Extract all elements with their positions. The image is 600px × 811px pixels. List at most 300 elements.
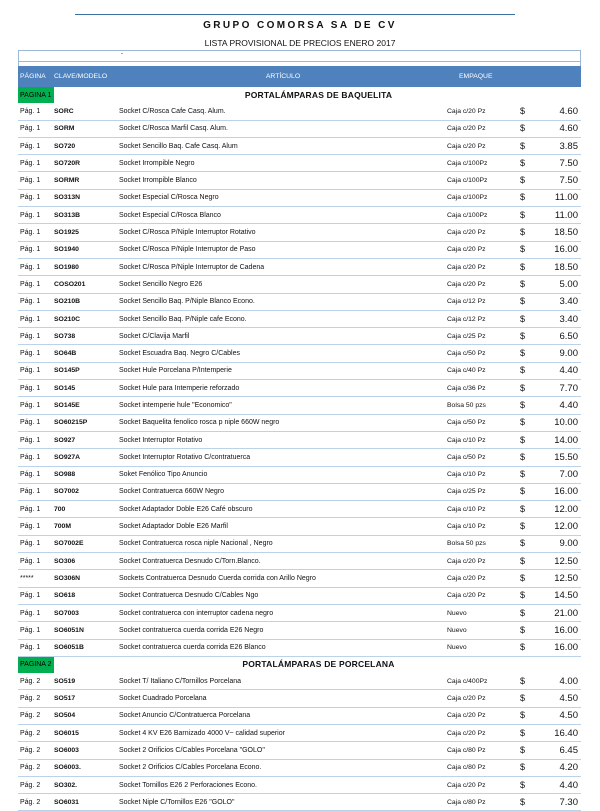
packaging-cell: Caja c/10 Pz [447, 466, 518, 483]
price-cell: 14.50 [530, 587, 581, 604]
article-cell: Socket Contratuerca 660W Negro [119, 483, 447, 500]
price-cell: 4.40 [530, 397, 581, 414]
article-cell: Socket 2 Orificios C/Cables Porcelana "GOLO" [119, 742, 447, 759]
packaging-cell: Caja c/40 Pz [447, 362, 518, 379]
packaging-cell: Caja c/20 Pz [447, 120, 518, 137]
page-cell: Pág. 1 [18, 241, 54, 258]
code-cell: SO313N [54, 189, 119, 206]
code-cell: SO210C [54, 310, 119, 327]
price-cell: 3.40 [530, 293, 581, 310]
article-cell: Socket Contratuerca Desnudo C/Cables Ngo [119, 587, 447, 604]
column-header-page: PÁGINA [18, 66, 54, 87]
packaging-cell: Caja c/400Pz [447, 673, 518, 690]
packaging-cell: Bolsa 50 pzs [447, 397, 518, 414]
page-cell: Pág. 1 [18, 431, 54, 448]
code-cell: SO210B [54, 293, 119, 310]
price-cell: 4.20 [530, 759, 581, 776]
article-cell: Socket 2 Orificios C/Cables Porcelana Econo. [119, 759, 447, 776]
page-cell: Pág. 1 [18, 501, 54, 518]
currency-symbol: $ [518, 103, 530, 120]
packaging-cell: Caja c/100Pz [447, 172, 518, 189]
price-cell: 7.30 [530, 794, 581, 811]
price-list-sheet [18, 50, 581, 811]
price-cell: 11.00 [530, 207, 581, 224]
code-cell: SO7003 [54, 604, 119, 621]
price-cell: 21.00 [530, 604, 581, 621]
table-row [18, 431, 581, 448]
packaging-cell: Caja c/80 Pz [447, 794, 518, 811]
table-row [18, 155, 581, 172]
article-cell: Socket Anuncio C/Contratuerca Porcelana [119, 707, 447, 724]
packaging-cell: Nuevo [447, 622, 518, 639]
article-cell: Socket Contratuerca Desnudo C/Torn.Blanco. [119, 553, 447, 570]
table-row [18, 518, 581, 535]
company-name: GRUPO COMORSA SA DE CV [203, 20, 397, 31]
table-row [18, 397, 581, 414]
code-cell: SO7002 [54, 483, 119, 500]
table-row [18, 742, 581, 759]
currency-symbol: $ [518, 120, 530, 137]
currency-symbol: $ [518, 776, 530, 793]
table-row [18, 535, 581, 552]
article-cell: Socket Hule Porcelana P/Intemperie [119, 362, 447, 379]
price-cell: 16.00 [530, 622, 581, 639]
page-cell: Pág. 1 [18, 345, 54, 362]
page-cell: Pág. 2 [18, 759, 54, 776]
table-row [18, 553, 581, 570]
section-blank-cell [518, 87, 530, 103]
currency-symbol: $ [518, 189, 530, 206]
code-cell: 700M [54, 518, 119, 535]
price-cell: 7.50 [530, 155, 581, 172]
price-cell: 7.70 [530, 380, 581, 397]
price-cell: 11.00 [530, 189, 581, 206]
price-cell: 4.00 [530, 673, 581, 690]
currency-symbol: $ [518, 501, 530, 518]
page-cell: Pág. 1 [18, 189, 54, 206]
table-row [18, 224, 581, 241]
section-blank-cell [530, 656, 581, 673]
article-cell: Socket Interruptor Rotativo C/contratuerca [119, 449, 447, 466]
article-cell: Socket C/Rosca P/Niple Interruptor de Paso [119, 241, 447, 258]
packaging-cell: Bolsa 50 pzs [447, 535, 518, 552]
price-cell: 3.85 [530, 137, 581, 154]
article-cell: Socket Contratuerca rosca niple Nacional , Negro [119, 535, 447, 552]
currency-symbol: $ [518, 759, 530, 776]
page-cell: Pág. 1 [18, 276, 54, 293]
table-row [18, 673, 581, 690]
page-cell: Pág. 1 [18, 622, 54, 639]
article-cell: Socket Tornillos E26 2 Perforaciones Econo. [119, 776, 447, 793]
currency-symbol: $ [518, 742, 530, 759]
article-cell: Socket Niple C/Tornillos E26 "GOLO" [119, 794, 447, 811]
table-row [18, 137, 581, 154]
page-cell: Pág. 1 [18, 449, 54, 466]
currency-symbol: $ [518, 535, 530, 552]
table-row [18, 639, 581, 656]
table-row [18, 414, 581, 431]
section-header-row [18, 87, 581, 103]
code-cell: SO1940 [54, 241, 119, 258]
currency-symbol: $ [518, 172, 530, 189]
packaging-cell: Caja c/20 Pz [447, 707, 518, 724]
page-cell: Pág. 1 [18, 137, 54, 154]
code-cell: SORMR [54, 172, 119, 189]
table-row [18, 483, 581, 500]
code-cell: SO504 [54, 707, 119, 724]
price-cell: 10.00 [530, 414, 581, 431]
price-cell: 7.50 [530, 172, 581, 189]
price-cell: 5.00 [530, 276, 581, 293]
currency-symbol: $ [518, 639, 530, 656]
packaging-cell: Caja c/20 Pz [447, 724, 518, 741]
page-cell: Pág. 1 [18, 639, 54, 656]
code-cell: SORC [54, 103, 119, 120]
price-cell: 12.00 [530, 501, 581, 518]
currency-symbol: $ [518, 362, 530, 379]
code-cell: SO60215P [54, 414, 119, 431]
page-cell: Pág. 1 [18, 120, 54, 137]
code-cell: SO7002E [54, 535, 119, 552]
table-row [18, 622, 581, 639]
section-blank-cell [530, 87, 581, 103]
article-cell: Socket contratuerca con interruptor cadena negro [119, 604, 447, 621]
page-cell: Pág. 1 [18, 587, 54, 604]
page-cell: Pág. 1 [18, 362, 54, 379]
page-cell: Pág. 1 [18, 466, 54, 483]
table-row [18, 794, 581, 811]
article-cell: Socket Hule para Intemperie reforzado [119, 380, 447, 397]
currency-symbol: $ [518, 137, 530, 154]
code-cell: SO302. [54, 776, 119, 793]
table-row [18, 172, 581, 189]
currency-symbol: $ [518, 414, 530, 431]
price-cell: 18.50 [530, 224, 581, 241]
article-cell: Socket C/Rosca P/Niple Interruptor de Cadena [119, 258, 447, 275]
table-row [18, 570, 581, 587]
code-cell: SO145 [54, 380, 119, 397]
packaging-cell: Caja c/80 Pz [447, 742, 518, 759]
table-row [18, 120, 581, 137]
page-cell: ***** [18, 570, 54, 587]
article-cell: Sockets Contratuerca Desnudo Cuerda corrida con Arillo Negro [119, 570, 447, 587]
code-cell: SO306 [54, 553, 119, 570]
packaging-cell: Caja c/20 Pz [447, 587, 518, 604]
code-cell: SO738 [54, 328, 119, 345]
section-blank-cell [54, 656, 119, 673]
article-cell: Socket Escuadra Baq. Negro C/Cables [119, 345, 447, 362]
article-cell: Socket Especial C/Rosca Blanco [119, 207, 447, 224]
currency-symbol: $ [518, 553, 530, 570]
code-cell: SO6015 [54, 724, 119, 741]
currency-symbol: $ [518, 690, 530, 707]
page-cell: Pág. 2 [18, 794, 54, 811]
currency-symbol: $ [518, 345, 530, 362]
article-cell: Socket Irrompible Blanco [119, 172, 447, 189]
page-cell: Pág. 1 [18, 155, 54, 172]
currency-symbol: $ [518, 380, 530, 397]
page-cell: Pág. 1 [18, 293, 54, 310]
currency-symbol: $ [518, 794, 530, 811]
article-cell: Socket Sencillo Baq. Cafe Casq. Alum [119, 137, 447, 154]
code-cell: SO927A [54, 449, 119, 466]
table-row [18, 466, 581, 483]
table-row [18, 604, 581, 621]
packaging-cell: Caja c/20 Pz [447, 553, 518, 570]
table-row [18, 345, 581, 362]
page-cell: Pág. 2 [18, 707, 54, 724]
price-cell: 9.00 [530, 345, 581, 362]
price-cell: 16.00 [530, 639, 581, 656]
currency-symbol: $ [518, 518, 530, 535]
article-cell: Socket contratuerca cuerda corrida E26 Negro [119, 622, 447, 639]
table-row [18, 276, 581, 293]
page-cell: Pág. 1 [18, 258, 54, 275]
code-cell: COSO201 [54, 276, 119, 293]
code-cell: SO6051B [54, 639, 119, 656]
article-cell: Socket 4 KV E26 Barnizado 4000 V~ calidad superior [119, 724, 447, 741]
code-cell: SO145E [54, 397, 119, 414]
article-cell: Socket Baquelita fenolico rosca p niple 660W negro [119, 414, 447, 431]
page-cell: Pág. 2 [18, 776, 54, 793]
column-header-packaging: EMPAQUE [447, 66, 518, 87]
packaging-cell: Nuevo [447, 604, 518, 621]
table-row [18, 103, 581, 120]
packaging-cell: Caja c/10 Pz [447, 431, 518, 448]
packaging-cell: Caja c/20 Pz [447, 241, 518, 258]
page-cell: Pág. 1 [18, 328, 54, 345]
code-cell: SO145P [54, 362, 119, 379]
code-cell: SO64B [54, 345, 119, 362]
price-list-title: LISTA PROVISIONAL DE PRECIOS ENERO 2017 [204, 38, 396, 48]
cell-mark: - [121, 51, 123, 57]
article-cell: Socket C/Clavija Marfil [119, 328, 447, 345]
currency-symbol: $ [518, 587, 530, 604]
table-row [18, 207, 581, 224]
page-cell: Pág. 1 [18, 172, 54, 189]
currency-symbol: $ [518, 622, 530, 639]
price-cell: 6.45 [530, 742, 581, 759]
section-header-row [18, 656, 581, 673]
table-row [18, 449, 581, 466]
packaging-cell: Caja c/25 Pz [447, 483, 518, 500]
table-body [18, 87, 581, 811]
packaging-cell: Caja c/50 Pz [447, 449, 518, 466]
code-cell: SO519 [54, 673, 119, 690]
article-cell: Socket Sencillo Negro E26 [119, 276, 447, 293]
packaging-cell: Nuevo [447, 639, 518, 656]
article-cell: Socket C/Rosca Cafe Casq. Alum. [119, 103, 447, 120]
code-cell: SO720 [54, 137, 119, 154]
price-cell: 16.00 [530, 241, 581, 258]
page-cell: Pág. 1 [18, 553, 54, 570]
article-cell: Socket Irrompible Negro [119, 155, 447, 172]
code-cell: SO1925 [54, 224, 119, 241]
currency-symbol: $ [518, 310, 530, 327]
page-cell: Pág. 2 [18, 673, 54, 690]
price-table [18, 66, 581, 811]
packaging-cell: Caja c/50 Pz [447, 414, 518, 431]
table-row [18, 724, 581, 741]
packaging-cell: Caja c/20 Pz [447, 258, 518, 275]
page-cell: Pág. 1 [18, 414, 54, 431]
table-row [18, 587, 581, 604]
packaging-cell: Caja c/10 Pz [447, 518, 518, 535]
currency-symbol: $ [518, 466, 530, 483]
page-cell: Pág. 1 [18, 535, 54, 552]
price-cell: 4.60 [530, 120, 581, 137]
table-row [18, 380, 581, 397]
price-cell: 4.40 [530, 362, 581, 379]
blank-row [18, 50, 581, 61]
article-cell: Socket C/Rosca P/Niple Interruptor Rotativo [119, 224, 447, 241]
currency-symbol: $ [518, 276, 530, 293]
code-cell: SO988 [54, 466, 119, 483]
section-title: PORTALÁMPARAS DE PORCELANA [242, 659, 395, 670]
packaging-cell: Caja c/10 Pz [447, 501, 518, 518]
page-cell: Pág. 1 [18, 397, 54, 414]
article-cell: Socket C/Rosca Marfil Casq. Alum. [119, 120, 447, 137]
packaging-cell: Caja c/80 Pz [447, 759, 518, 776]
currency-symbol: $ [518, 449, 530, 466]
price-cell: 6.50 [530, 328, 581, 345]
section-page-label: PAGINA 2 [18, 656, 54, 673]
packaging-cell: Caja c/50 Pz [447, 345, 518, 362]
code-cell: SO313B [54, 207, 119, 224]
article-cell: Socket Cuadrado Porcelana [119, 690, 447, 707]
code-cell: SO6003. [54, 759, 119, 776]
currency-symbol: $ [518, 224, 530, 241]
page-cell: Pág. 1 [18, 207, 54, 224]
currency-symbol: $ [518, 293, 530, 310]
section-blank-cell [54, 87, 119, 103]
price-cell: 3.40 [530, 310, 581, 327]
table-row [18, 189, 581, 206]
page-cell: Pág. 2 [18, 724, 54, 741]
table-row [18, 707, 581, 724]
price-cell: 18.50 [530, 258, 581, 275]
column-header-blank [530, 66, 581, 87]
article-cell: Socket contratuerca cuerda corrida E26 Blanco [119, 639, 447, 656]
currency-symbol: $ [518, 155, 530, 172]
code-cell: 700 [54, 501, 119, 518]
currency-symbol: $ [518, 724, 530, 741]
table-header-row [18, 66, 581, 87]
packaging-cell: Caja c/20 Pz [447, 776, 518, 793]
currency-symbol: $ [518, 707, 530, 724]
page-cell: Pág. 1 [18, 380, 54, 397]
currency-symbol: $ [518, 570, 530, 587]
table-row [18, 258, 581, 275]
packaging-cell: Caja c/100Pz [447, 207, 518, 224]
column-header-code: CLAVE/MODELO [54, 66, 119, 87]
article-cell: Socket Sencillo Baq. P/Niple cafe Econo. [119, 310, 447, 327]
currency-symbol: $ [518, 604, 530, 621]
packaging-cell: Caja c/20 Pz [447, 276, 518, 293]
table-row [18, 293, 581, 310]
table-row [18, 362, 581, 379]
column-header-blank [518, 66, 530, 87]
page-cell: Pág. 1 [18, 604, 54, 621]
article-cell: Socket Interruptor Rotativo [119, 431, 447, 448]
page-cell: Pág. 2 [18, 690, 54, 707]
table-row [18, 241, 581, 258]
article-cell: Socket Adaptador Doble E26 Marfil [119, 518, 447, 535]
section-page-label: PAGINA 1 [18, 87, 54, 103]
packaging-cell: Caja c/20 Pz [447, 103, 518, 120]
column-header-article: ARTÍCULO [119, 66, 447, 87]
table-row [18, 310, 581, 327]
price-cell: 9.00 [530, 535, 581, 552]
code-cell: SO6051N [54, 622, 119, 639]
packaging-cell: Caja c/36 Pz [447, 380, 518, 397]
packaging-cell: Caja c/20 Pz [447, 137, 518, 154]
code-cell: SO618 [54, 587, 119, 604]
table-row [18, 328, 581, 345]
price-cell: 15.50 [530, 449, 581, 466]
code-cell: SO6031 [54, 794, 119, 811]
code-cell: SO306N [54, 570, 119, 587]
price-cell: 16.40 [530, 724, 581, 741]
table-row [18, 759, 581, 776]
currency-symbol: $ [518, 483, 530, 500]
packaging-cell: Caja c/12 Pz [447, 310, 518, 327]
code-cell: SORM [54, 120, 119, 137]
packaging-cell: Caja c/20 Pz [447, 224, 518, 241]
code-cell: SO1980 [54, 258, 119, 275]
price-cell: 16.00 [530, 483, 581, 500]
table-row [18, 501, 581, 518]
currency-symbol: $ [518, 241, 530, 258]
packaging-cell: Caja c/100Pz [447, 189, 518, 206]
packaging-cell: Caja c/20 Pz [447, 570, 518, 587]
code-cell: SO720R [54, 155, 119, 172]
page-cell: Pág. 1 [18, 224, 54, 241]
page-cell: Pág. 1 [18, 518, 54, 535]
page-cell: Pág. 1 [18, 483, 54, 500]
packaging-cell: Caja c/25 Pz [447, 328, 518, 345]
article-cell: Socket intemperie hule "Economico" [119, 397, 447, 414]
price-cell: 4.50 [530, 707, 581, 724]
article-cell: Socket Sencillo Baq. P/Niple Blanco Econo. [119, 293, 447, 310]
currency-symbol: $ [518, 207, 530, 224]
price-cell: 12.50 [530, 553, 581, 570]
price-cell: 4.40 [530, 776, 581, 793]
packaging-cell: Caja c/20 Pz [447, 690, 518, 707]
article-cell: Soket Fenólico Tipo Anuncio [119, 466, 447, 483]
price-cell: 4.60 [530, 103, 581, 120]
page-cell: Pág. 1 [18, 103, 54, 120]
article-cell: Socket Especial C/Rosca Negro [119, 189, 447, 206]
price-cell: 14.00 [530, 431, 581, 448]
currency-symbol: $ [518, 431, 530, 448]
header-rule [75, 14, 515, 15]
table-row [18, 776, 581, 793]
code-cell: SO927 [54, 431, 119, 448]
packaging-cell: Caja c/12 Pz [447, 293, 518, 310]
page-cell: Pág. 1 [18, 310, 54, 327]
currency-symbol: $ [518, 673, 530, 690]
page-cell: Pág. 2 [18, 742, 54, 759]
packaging-cell: Caja c/100Pz [447, 155, 518, 172]
price-cell: 12.50 [530, 570, 581, 587]
price-cell: 12.00 [530, 518, 581, 535]
currency-symbol: $ [518, 258, 530, 275]
section-blank-cell [518, 656, 530, 673]
price-cell: 7.00 [530, 466, 581, 483]
article-cell: Socket T/ Italiano C/Tornillos Porcelana [119, 673, 447, 690]
code-cell: SO517 [54, 690, 119, 707]
